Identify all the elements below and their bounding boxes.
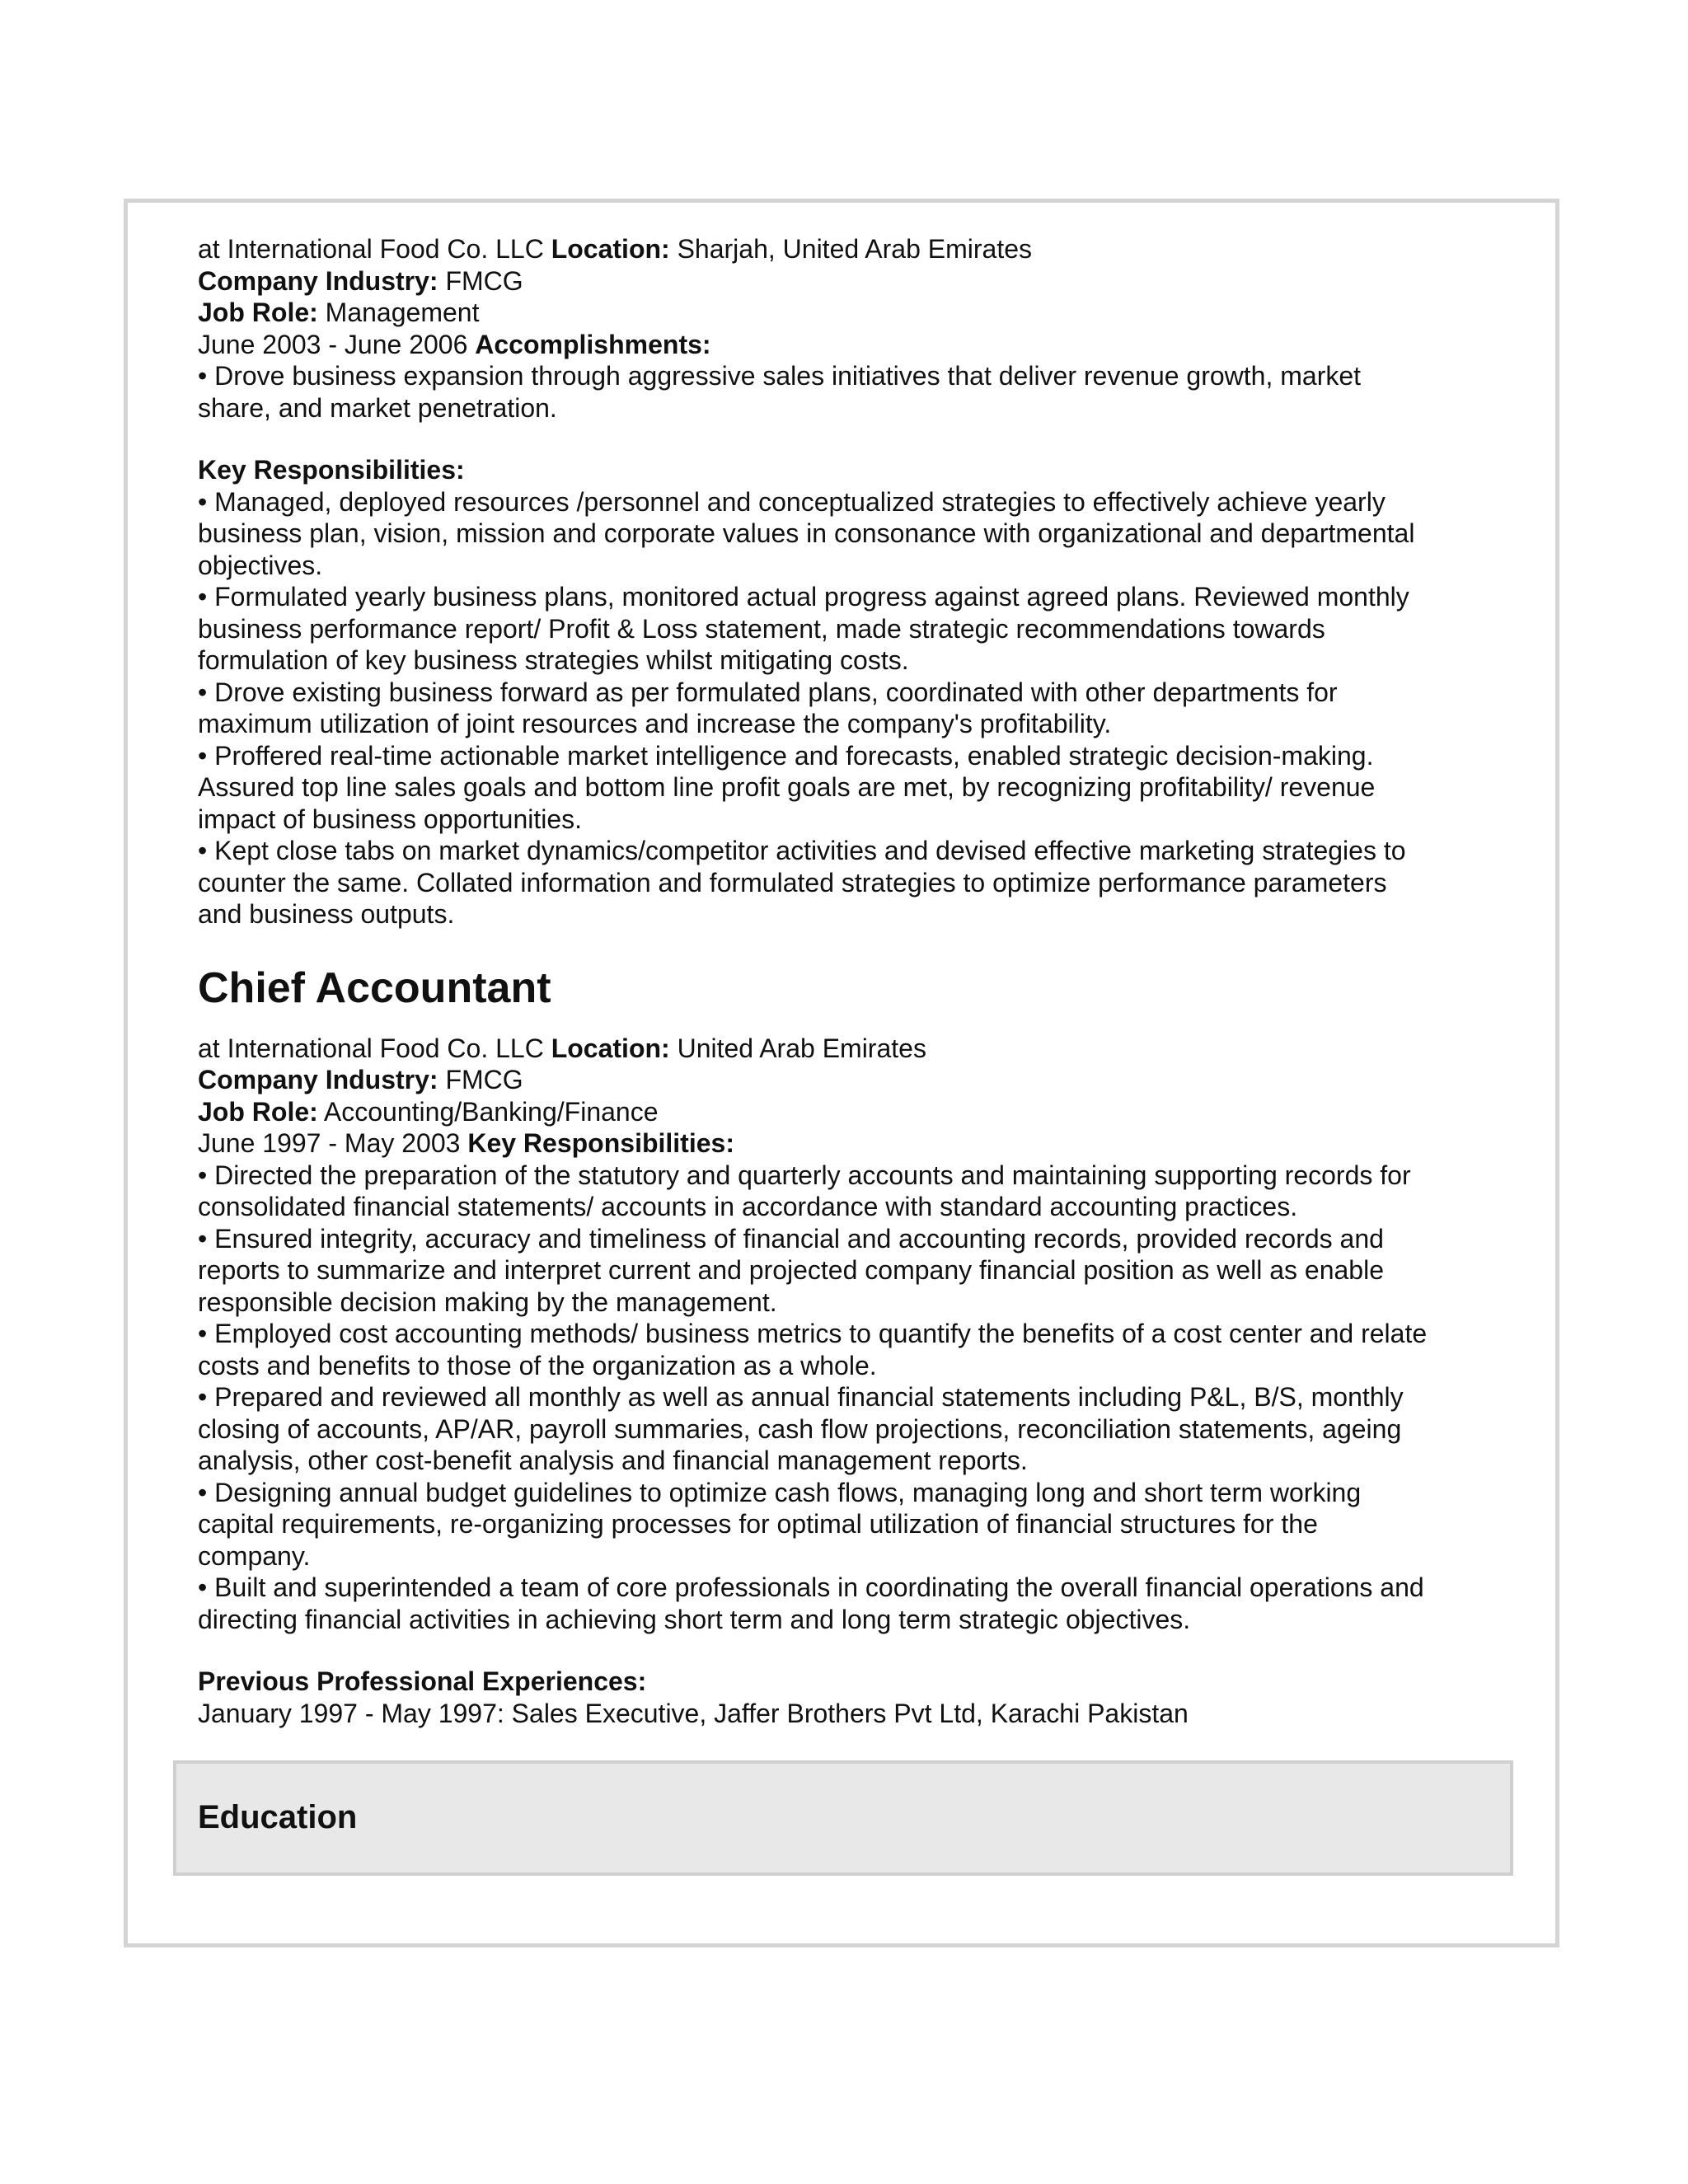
responsibility-line: reports to summarize and interpret current and projected company financial position as well as enable xyxy=(198,1255,1384,1285)
role-value: Management xyxy=(317,298,480,327)
company-line xyxy=(198,233,1484,265)
company-name: at International Food Co. LLC xyxy=(198,1033,551,1063)
role-value: Accounting/Banking/Finance xyxy=(317,1096,659,1127)
dates-line xyxy=(198,1127,1484,1160)
responsibility-line: • Directed the preparation of the statutory and quarterly accounts and maintaining supporting records for xyxy=(198,1160,1411,1190)
responsibilities-heading: Key Responsibilities: xyxy=(198,455,465,485)
spacer xyxy=(198,1635,1484,1666)
job-title: Chief Accountant xyxy=(198,963,551,1012)
responsibilities-heading: Key Responsibilities: xyxy=(467,1128,734,1158)
education-section-header xyxy=(173,1760,1513,1876)
previous-experiences-heading: Previous Professional Experiences: xyxy=(198,1666,647,1696)
accomplishments-label: Accomplishments: xyxy=(475,329,711,359)
responsibility-line: • Employed cost accounting methods/ business metrics to quantify the benefits of a cost center and relate xyxy=(198,1319,1428,1348)
responsibility-line: company. xyxy=(198,1540,311,1571)
responsibility-line: maximum utilization of joint resources and increase the company's profitability. xyxy=(198,709,1112,738)
location-label: Location: xyxy=(551,234,670,264)
resume-content xyxy=(198,233,1484,1729)
responsibility-line: Assured top line sales goals and bottom line profit goals are met, by recognizing profitability/ revenue xyxy=(198,772,1376,802)
responsibility-line: • Prepared and reviewed all monthly as well as annual financial statements including P&L, B/S, monthly xyxy=(198,1382,1404,1412)
responsibility-line: • Managed, deployed resources /personnel and conceptualized strategies to effectively achieve yearly xyxy=(198,486,1386,517)
responsibility-line: • Proffered real-time actionable market intelligence and forecasts, enabled strategic decision-making. xyxy=(198,740,1374,771)
industry-line xyxy=(198,1064,1484,1096)
responsibility-line: consolidated financial statements/ accounts in accordance with standard accounting practices. xyxy=(198,1192,1298,1221)
responsibility-line: • Ensured integrity, accuracy and timeliness of financial and accounting records, provided records and xyxy=(198,1223,1384,1254)
previous-experiences xyxy=(198,1666,1484,1729)
role-line xyxy=(198,1096,1484,1128)
role-line xyxy=(198,297,1484,329)
responsibility-line: • Designing annual budget guidelines to optimize cash flows, managing long and short term working xyxy=(198,1477,1362,1507)
spacer xyxy=(198,424,1484,454)
company-line xyxy=(198,1033,1484,1065)
previous-experience-entry: January 1997 - May 1997: Sales Executive, Jaffer Brothers Pvt Ltd, Karachi Pakistan xyxy=(198,1698,1189,1728)
responsibility-line: • Kept close tabs on market dynamics/competitor activities and devised effective marketing strategies to xyxy=(198,836,1406,865)
industry-value: FMCG xyxy=(438,265,523,296)
responsibility-line: costs and benefits to those of the organization as a whole. xyxy=(198,1350,877,1380)
responsibility-line: • Built and superintended a team of core professionals in coordinating the overall financial operations and xyxy=(198,1572,1424,1602)
dates-line xyxy=(198,329,1484,361)
company-name: at International Food Co. LLC xyxy=(198,234,551,264)
responsibility-line: capital requirements, re-organizing processes for optimal utilization of financial structures for the xyxy=(198,1509,1318,1539)
responsibility-line: directing financial activities in achieving short term and long term strategic objectives. xyxy=(198,1604,1191,1634)
responsibility-line: formulation of key business strategies whilst mitigating costs. xyxy=(198,645,909,675)
accomplishment-line: share, and market penetration. xyxy=(198,392,557,423)
job-entry-2 xyxy=(198,963,1484,1666)
industry-label: Company Industry: xyxy=(198,1065,438,1094)
industry-value: FMCG xyxy=(438,1065,523,1094)
responsibility-line: • Formulated yearly business plans, monitored actual progress against agreed plans. Reviewed monthly xyxy=(198,582,1409,612)
job-dates: June 2003 - June 2006 xyxy=(198,329,476,359)
location-label: Location: xyxy=(551,1033,670,1063)
responsibility-line: analysis, other cost-benefit analysis and financial management reports. xyxy=(198,1446,1028,1475)
accomplishment-line: • Drove business expansion through aggressive sales initiatives that deliver revenue growth, market xyxy=(198,361,1362,391)
responsibility-line: and business outputs. xyxy=(198,899,455,929)
job-entry-1 xyxy=(198,233,1484,930)
role-label: Job Role: xyxy=(198,1096,318,1127)
education-heading: Education xyxy=(198,1799,358,1835)
job-dates: June 1997 - May 2003 xyxy=(198,1128,468,1158)
responsibility-line: business performance report/ Profit & Loss statement, made strategic recommendations towards xyxy=(198,613,1325,644)
location-value: United Arab Emirates xyxy=(669,1033,926,1063)
location-value: Sharjah, United Arab Emirates xyxy=(669,234,1033,264)
role-label: Job Role: xyxy=(198,298,318,327)
responsibility-line: responsible decision making by the management. xyxy=(198,1286,777,1317)
industry-line xyxy=(198,265,1484,298)
responsibility-line: impact of business opportunities. xyxy=(198,804,583,834)
responsibility-line: • Drove existing business forward as per formulated plans, coordinated with other departments for xyxy=(198,677,1338,707)
industry-label: Company Industry: xyxy=(198,265,438,296)
responsibility-line: closing of accounts, AP/AR, payroll summaries, cash flow projections, reconciliation statements, ageing xyxy=(198,1413,1402,1444)
responsibility-line: business plan, vision, mission and corporate values in consonance with organizational and departmental xyxy=(198,518,1415,548)
responsibility-line: objectives. xyxy=(198,550,323,580)
responsibility-line: counter the same. Collated information and formulated strategies to optimize performance parameters xyxy=(198,867,1387,898)
